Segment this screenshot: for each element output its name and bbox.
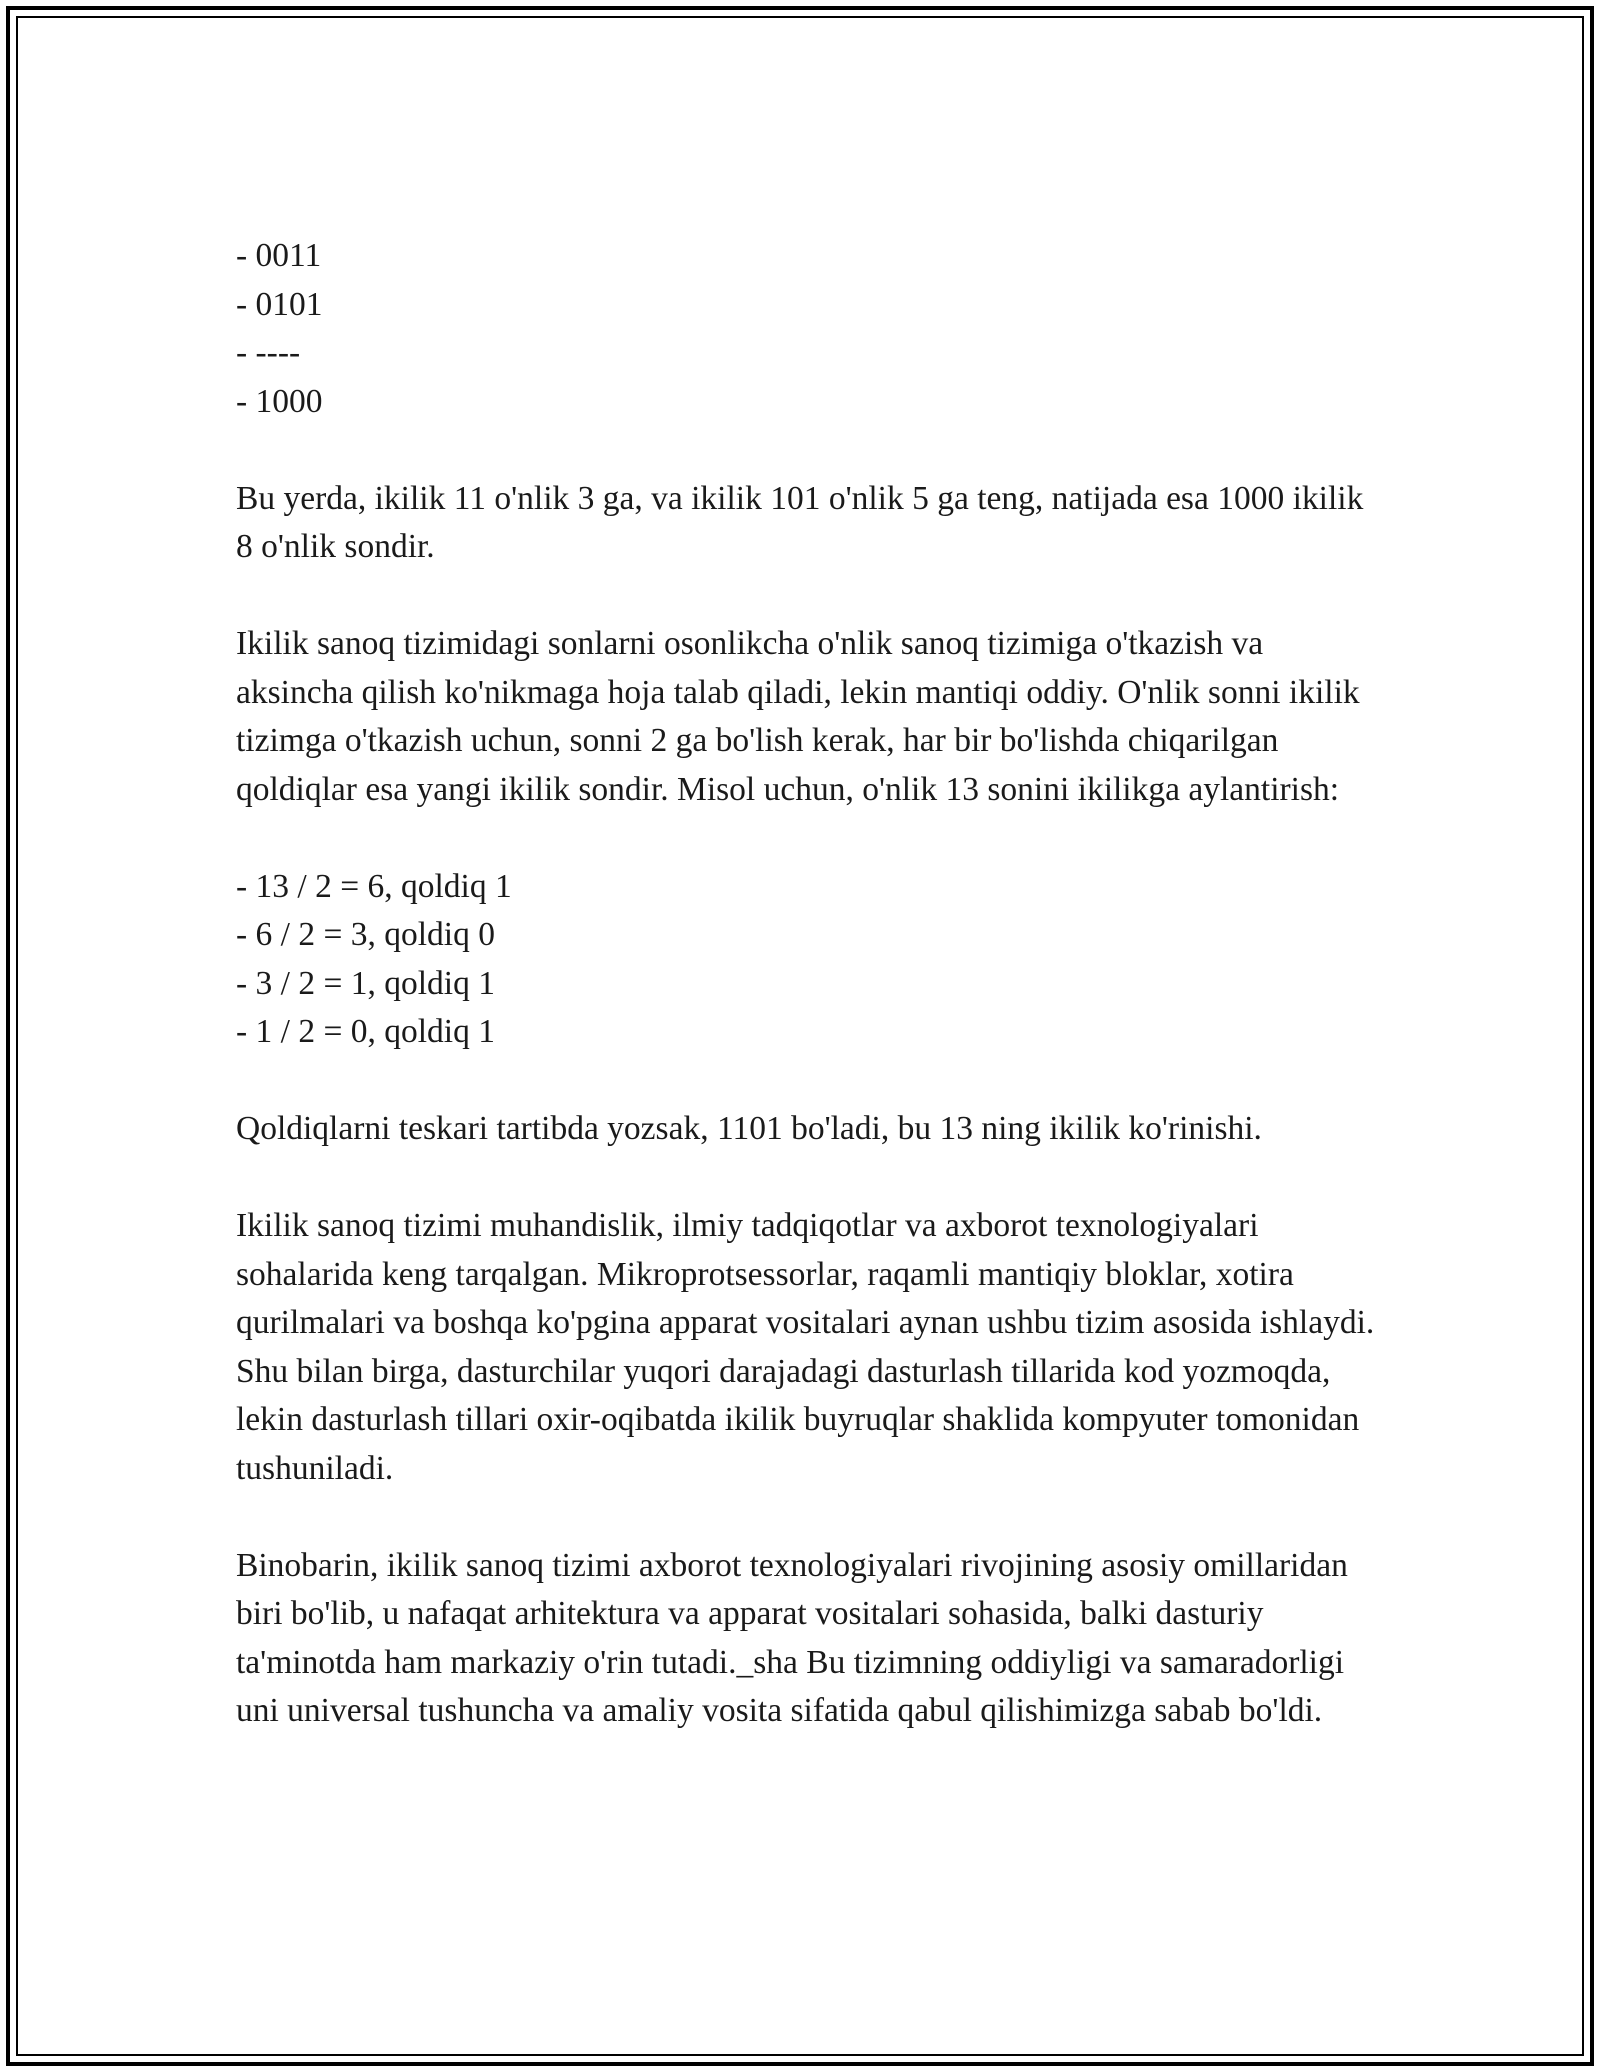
division-step-line: - 6 / 2 = 3, qoldiq 0 [236, 916, 495, 953]
division-step-line: - 3 / 2 = 1, qoldiq 1 [236, 964, 495, 1002]
division-steps-block [236, 863, 1376, 1057]
paragraph-conversion-intro: Ikilik sanoq tizimidagi sonlarni osonlikcha o'nlik sanoq tizimiga o'tkazish va aksincha qilish ko'nikmaga hoja talab qiladi, lekin mantiqi oddiy. O'nlik sonni ikilik tizimga o'tkazish uchun, sonni 2 ga bo'lish kerak, har bir bo'lishda chiqarilgan qoldiqlar esa yangi ikilik sondir. Misol uchun, o'nlik 13 sonini ikilikga aylantirish: [236, 625, 1360, 808]
paragraph-applications: Ikilik sanoq tizimi muhandislik, ilmiy tadqiqotlar va axborot texnologiyalari sohalarida keng tarqalgan. Mikroprotsessorlar, raqamli mantiqiy bloklar, xotira qurilmalari va boshqa ko'pgina apparat vositalari aynan ushbu tizim asosida ishlaydi. Shu bilan birga, dasturchilar yuqori darajadagi dasturlash tillarida kod yozmoqda, lekin dasturlash tillari oxir-oqibatda ikilik buyruqlar shaklida kompyuter tomonidan tushuniladi. [236, 1207, 1375, 1487]
division-step-line: - 1 / 2 = 0, qoldiq 1 [236, 1013, 495, 1050]
binary-sum-line: - ---- [236, 334, 301, 371]
binary-sum-line: - 0011 [236, 237, 322, 274]
paragraph-remainders: Qoldiqlarni teskari tartibda yozsak, 1101 bo'ladi, bu 13 ning ikilik ko'rinishi. [236, 1110, 1262, 1147]
binary-sum-block [236, 232, 1376, 426]
division-step-line: - 13 / 2 = 6, qoldiq 1 [236, 867, 512, 905]
binary-sum-line: - 0101 [236, 285, 323, 323]
document-body [236, 232, 1376, 1736]
paragraph-conclusion: Binobarin, ikilik sanoq tizimi axborot texnologiyalari rivojining asosiy omillaridan biri bo'lib, u nafaqat arhitektura va apparat vositalari sohasida, balki dasturiy ta'minotda ham markaziy o'rin tutadi._sha Bu tizimning oddiyligi va samaradorligi uni universal tushuncha va amaliy vosita sifatida qabul qilishimizga sabab bo'ldi. [236, 1546, 1348, 1729]
paragraph-sum-explanation: Bu yerda, ikilik 11 o'nlik 3 ga, va ikilik 101 o'nlik 5 ga teng, natijada esa 1000 ikilik 8 o'nlik sondir. [236, 479, 1364, 565]
binary-sum-line: - 1000 [236, 382, 323, 420]
